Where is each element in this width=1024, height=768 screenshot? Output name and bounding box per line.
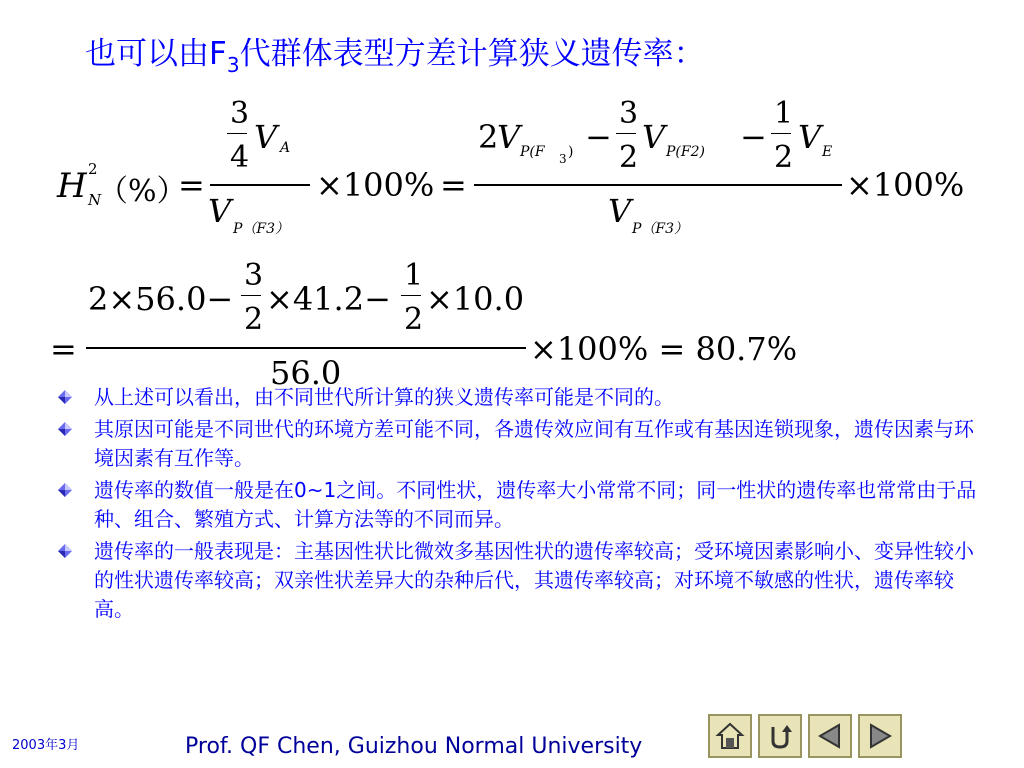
bullet-text: 从上述可以看出，由不同世代所计算的狭义遗传率可能是不同的。 [94, 385, 674, 409]
fraction-bar-1 [210, 184, 310, 186]
return-button[interactable] [758, 714, 802, 758]
fraction-bar-2 [474, 184, 842, 186]
bullet-item [50, 383, 980, 412]
v-pf2-subscript: P(F2) [666, 144, 705, 160]
numeric-part-b: ×41.2− [266, 280, 391, 318]
percent-paren: （%） [98, 174, 187, 209]
v-p-den-symbol: V [608, 192, 632, 230]
v-e-symbol: V [798, 118, 822, 156]
times-100-percent-1: ×100% [316, 166, 435, 204]
next-button[interactable] [858, 714, 902, 758]
v-p-subscript: P（F3） [233, 221, 290, 237]
numeric-frac-1: 1 [404, 258, 424, 293]
bullet-text: 遗传率的一般表现是：主基因性状比微效多基因性状的遗传率较高；受环境因素影响小、变异性较小的性状遗传率较高；双亲性状差异大的杂种后代，其遗传率较高；对环境不敏感的性状，遗传率较高。 [94, 539, 974, 621]
numeric-frac-2b: 2 [404, 302, 424, 337]
bullet-item [50, 537, 980, 624]
numeric-part-c: ×10.0 [426, 280, 525, 318]
previous-button[interactable] [808, 714, 852, 758]
bullet-item [50, 415, 980, 473]
frac-1-2-numerator: 1 [774, 96, 794, 131]
bullet-text: 其原因可能是不同世代的环境方差可能不同，各遗传效应间有互作或有基因连锁现象，遗传因素与环境因素有互作等。 [94, 417, 974, 470]
small-frac-bar [227, 133, 247, 134]
title-subscript: 3 [226, 53, 240, 77]
diamond-bullet-icon [58, 422, 72, 436]
numeric-small-bar-1 [241, 295, 261, 296]
footer-date: 2003年3月 [12, 738, 80, 753]
frac-3-2-denominator: 2 [619, 140, 639, 175]
equals-sign-2: = [440, 166, 467, 204]
v-e-subscript: E [822, 144, 833, 160]
title-suffix: 代群体表型方差计算狭义遗传率： [239, 36, 705, 72]
next-icon [865, 721, 895, 751]
small-frac-bar-2 [616, 133, 636, 134]
equals-sign-3: = [50, 330, 77, 368]
title-prefix: 也可以由F [85, 36, 227, 72]
v-p-den-subscript: P（F3） [632, 221, 689, 237]
frac-3-numerator: 3 [230, 96, 250, 131]
bullet-list [50, 383, 980, 627]
numeric-part-a: 2×56.0− [88, 280, 234, 318]
numeric-result: ×100% = 80.7% [530, 330, 798, 368]
home-button[interactable] [708, 714, 752, 758]
minus-sign-1: − [585, 118, 612, 156]
minus-sign-2: − [740, 118, 767, 156]
numeric-fraction-bar [86, 347, 526, 349]
h-superscript: 2 [88, 160, 98, 178]
return-icon [765, 721, 795, 751]
coef-2: 2 [478, 118, 499, 156]
times-100-percent-2: ×100% [846, 166, 965, 204]
v-p-symbol: V [208, 192, 232, 230]
h-subscript: N [88, 191, 102, 209]
v-pf3-subscript-close: ) [568, 144, 574, 160]
frac-4-denominator: 4 [230, 140, 250, 175]
numeric-small-bar-2 [401, 295, 421, 296]
slide-title [85, 28, 705, 77]
v-a-subscript: A [280, 140, 291, 156]
frac-1-2-denominator: 2 [774, 140, 794, 175]
previous-icon [815, 721, 845, 751]
v-pf3-subscript-3: 3 [559, 152, 567, 166]
numeric-frac-2a: 2 [244, 302, 264, 337]
small-frac-bar-3 [771, 133, 791, 134]
frac-3-2-numerator: 3 [619, 96, 639, 131]
bullet-item [50, 476, 980, 534]
v-pf3-subscript: P(F [520, 144, 545, 160]
v-a-symbol: V [254, 118, 278, 156]
v-pf2-symbol: V [642, 118, 666, 156]
footer-author: Prof. QF Chen, Guizhou Normal University [185, 734, 643, 759]
diamond-bullet-icon [58, 544, 72, 558]
v-pf3-symbol: V [497, 118, 521, 156]
diamond-bullet-icon [58, 390, 72, 404]
h-symbol: H [57, 166, 87, 206]
equals-sign-1: = [178, 166, 205, 204]
home-icon [715, 721, 745, 751]
diamond-bullet-icon [58, 483, 72, 497]
numeric-denominator: 56.0 [270, 354, 342, 392]
numeric-frac-3: 3 [244, 258, 264, 293]
bullet-text: 遗传率的数值一般是在0~1之间。不同性状，遗传率大小常常不同；同一性状的遗传率也常常由于品种、组合、繁殖方式、计算方法等的不同而异。 [94, 478, 977, 531]
